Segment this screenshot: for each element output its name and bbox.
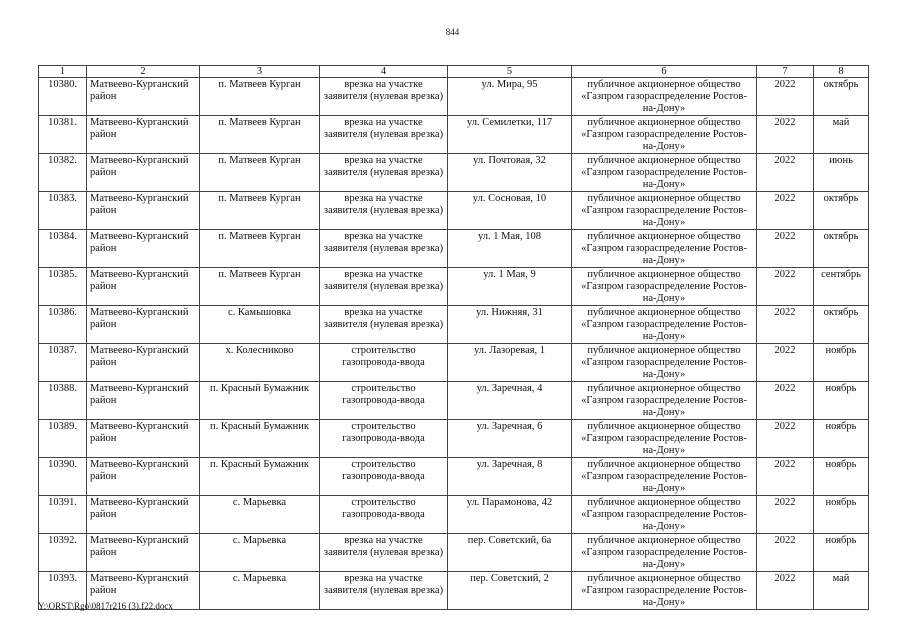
organization-cell: публичное акционерное общество «Газпром газораспределение Ростов-на-Дону»: [572, 344, 757, 382]
year-cell: 2022: [757, 572, 814, 610]
organization-cell: публичное акционерное общество «Газпром газораспределение Ростов-на-Дону»: [572, 382, 757, 420]
year-cell: 2022: [757, 154, 814, 192]
address-cell: ул. Заречная, 8: [448, 458, 572, 496]
address-cell: ул. Сосновая, 10: [448, 192, 572, 230]
work-type-cell: врезка на участке заявителя (нулевая врезка): [320, 268, 448, 306]
row-number: 10387.: [39, 344, 87, 382]
locality-cell: п. Матвеев Курган: [200, 192, 320, 230]
address-cell: ул. Заречная, 6: [448, 420, 572, 458]
address-cell: ул. Заречная, 4: [448, 382, 572, 420]
column-header-7: 7: [757, 66, 814, 78]
month-cell: октябрь: [814, 306, 869, 344]
table-row: [39, 230, 869, 268]
table-row: [39, 382, 869, 420]
work-type-cell: врезка на участке заявителя (нулевая врезка): [320, 78, 448, 116]
row-number: 10393.: [39, 572, 87, 610]
organization-cell: публичное акционерное общество «Газпром газораспределение Ростов-на-Дону»: [572, 306, 757, 344]
organization-cell: публичное акционерное общество «Газпром газораспределение Ростов-на-Дону»: [572, 496, 757, 534]
table-row: [39, 78, 869, 116]
table-row: [39, 458, 869, 496]
column-number-row: [39, 66, 869, 78]
year-cell: 2022: [757, 458, 814, 496]
locality-cell: п. Матвеев Курган: [200, 78, 320, 116]
locality-cell: п. Красный Бумажник: [200, 458, 320, 496]
row-number: 10392.: [39, 534, 87, 572]
month-cell: май: [814, 116, 869, 154]
year-cell: 2022: [757, 192, 814, 230]
district-cell: Матвеево-Курганский район: [87, 382, 200, 420]
row-number: 10390.: [39, 458, 87, 496]
year-cell: 2022: [757, 116, 814, 154]
district-cell: Матвеево-Курганский район: [87, 192, 200, 230]
column-header-2: 2: [87, 66, 200, 78]
row-number: 10391.: [39, 496, 87, 534]
locality-cell: п. Красный Бумажник: [200, 382, 320, 420]
work-type-cell: врезка на участке заявителя (нулевая врезка): [320, 192, 448, 230]
month-cell: октябрь: [814, 78, 869, 116]
organization-cell: публичное акционерное общество «Газпром газораспределение Ростов-на-Дону»: [572, 116, 757, 154]
year-cell: 2022: [757, 230, 814, 268]
work-type-cell: врезка на участке заявителя (нулевая врезка): [320, 230, 448, 268]
column-header-8: 8: [814, 66, 869, 78]
organization-cell: публичное акционерное общество «Газпром газораспределение Ростов-на-Дону»: [572, 458, 757, 496]
month-cell: май: [814, 572, 869, 610]
locality-cell: п. Матвеев Курган: [200, 116, 320, 154]
district-cell: Матвеево-Курганский район: [87, 344, 200, 382]
month-cell: ноябрь: [814, 420, 869, 458]
month-cell: сентябрь: [814, 268, 869, 306]
column-header-4: 4: [320, 66, 448, 78]
row-number: 10382.: [39, 154, 87, 192]
column-header-6: 6: [572, 66, 757, 78]
table-row: [39, 496, 869, 534]
table-row: [39, 534, 869, 572]
work-type-cell: строительство газопровода-ввода: [320, 420, 448, 458]
month-cell: ноябрь: [814, 344, 869, 382]
table-row: [39, 268, 869, 306]
month-cell: ноябрь: [814, 458, 869, 496]
row-number: 10381.: [39, 116, 87, 154]
row-number: 10388.: [39, 382, 87, 420]
month-cell: ноябрь: [814, 382, 869, 420]
table-row: [39, 154, 869, 192]
locality-cell: п. Матвеев Курган: [200, 154, 320, 192]
year-cell: 2022: [757, 420, 814, 458]
locality-cell: с. Марьевка: [200, 496, 320, 534]
year-cell: 2022: [757, 496, 814, 534]
column-header-3: 3: [200, 66, 320, 78]
district-cell: Матвеево-Курганский район: [87, 78, 200, 116]
address-cell: ул. Парамонова, 42: [448, 496, 572, 534]
district-cell: Матвеево-Курганский район: [87, 420, 200, 458]
district-cell: Матвеево-Курганский район: [87, 116, 200, 154]
organization-cell: публичное акционерное общество «Газпром газораспределение Ростов-на-Дону»: [572, 534, 757, 572]
row-number: 10386.: [39, 306, 87, 344]
locality-cell: с. Марьевка: [200, 572, 320, 610]
locality-cell: с. Марьевка: [200, 534, 320, 572]
address-cell: ул. 1 Мая, 9: [448, 268, 572, 306]
year-cell: 2022: [757, 78, 814, 116]
month-cell: ноябрь: [814, 534, 869, 572]
address-cell: ул. Лазоревая, 1: [448, 344, 572, 382]
document-path: Y:\ORST\Rgo\0817r216 (3).f22.docx: [38, 601, 173, 611]
work-type-cell: врезка на участке заявителя (нулевая врезка): [320, 306, 448, 344]
work-type-cell: врезка на участке заявителя (нулевая врезка): [320, 572, 448, 610]
row-number: 10380.: [39, 78, 87, 116]
table-body: [39, 78, 869, 610]
district-cell: Матвеево-Курганский район: [87, 458, 200, 496]
work-type-cell: врезка на участке заявителя (нулевая врезка): [320, 116, 448, 154]
month-cell: октябрь: [814, 192, 869, 230]
locality-cell: п. Матвеев Курган: [200, 268, 320, 306]
table-row: [39, 116, 869, 154]
row-number: 10383.: [39, 192, 87, 230]
row-number: 10385.: [39, 268, 87, 306]
year-cell: 2022: [757, 534, 814, 572]
district-cell: Матвеево-Курганский район: [87, 268, 200, 306]
address-cell: пер. Советский, 6а: [448, 534, 572, 572]
district-cell: Матвеево-Курганский район: [87, 496, 200, 534]
page-number: 844: [445, 27, 460, 37]
year-cell: 2022: [757, 306, 814, 344]
year-cell: 2022: [757, 382, 814, 420]
table-row: [39, 192, 869, 230]
district-cell: Матвеево-Курганский район: [87, 230, 200, 268]
address-cell: ул. Нижняя, 31: [448, 306, 572, 344]
organization-cell: публичное акционерное общество «Газпром газораспределение Ростов-на-Дону»: [572, 154, 757, 192]
locality-cell: п. Красный Бумажник: [200, 420, 320, 458]
district-cell: Матвеево-Курганский район: [87, 306, 200, 344]
organization-cell: публичное акционерное общество «Газпром газораспределение Ростов-на-Дону»: [572, 268, 757, 306]
locality-cell: х. Колесниково: [200, 344, 320, 382]
address-cell: ул. 1 Мая, 108: [448, 230, 572, 268]
column-header-1: 1: [39, 66, 87, 78]
organization-cell: публичное акционерное общество «Газпром газораспределение Ростов-на-Дону»: [572, 572, 757, 610]
month-cell: июнь: [814, 154, 869, 192]
work-type-cell: строительство газопровода-ввода: [320, 344, 448, 382]
gasification-table: [38, 65, 869, 610]
organization-cell: публичное акционерное общество «Газпром газораспределение Ростов-на-Дону»: [572, 230, 757, 268]
locality-cell: п. Матвеев Курган: [200, 230, 320, 268]
address-cell: ул. Семилетки, 117: [448, 116, 572, 154]
district-cell: Матвеево-Курганский район: [87, 154, 200, 192]
address-cell: ул. Мира, 95: [448, 78, 572, 116]
organization-cell: публичное акционерное общество «Газпром газораспределение Ростов-на-Дону»: [572, 192, 757, 230]
work-type-cell: строительство газопровода-ввода: [320, 382, 448, 420]
organization-cell: публичное акционерное общество «Газпром газораспределение Ростов-на-Дону»: [572, 420, 757, 458]
locality-cell: с. Камышовка: [200, 306, 320, 344]
organization-cell: публичное акционерное общество «Газпром газораспределение Ростов-на-Дону»: [572, 78, 757, 116]
work-type-cell: врезка на участке заявителя (нулевая врезка): [320, 534, 448, 572]
year-cell: 2022: [757, 344, 814, 382]
district-cell: Матвеево-Курганский район: [87, 534, 200, 572]
table-row: [39, 306, 869, 344]
year-cell: 2022: [757, 268, 814, 306]
work-type-cell: строительство газопровода-ввода: [320, 458, 448, 496]
work-type-cell: строительство газопровода-ввода: [320, 496, 448, 534]
row-number: 10389.: [39, 420, 87, 458]
column-header-5: 5: [448, 66, 572, 78]
district-cell: Матвеево-Курганский район: [87, 572, 200, 610]
table-row: [39, 344, 869, 382]
month-cell: ноябрь: [814, 496, 869, 534]
work-type-cell: врезка на участке заявителя (нулевая врезка): [320, 154, 448, 192]
address-cell: ул. Почтовая, 32: [448, 154, 572, 192]
table-row: [39, 420, 869, 458]
address-cell: пер. Советский, 2: [448, 572, 572, 610]
row-number: 10384.: [39, 230, 87, 268]
month-cell: октябрь: [814, 230, 869, 268]
